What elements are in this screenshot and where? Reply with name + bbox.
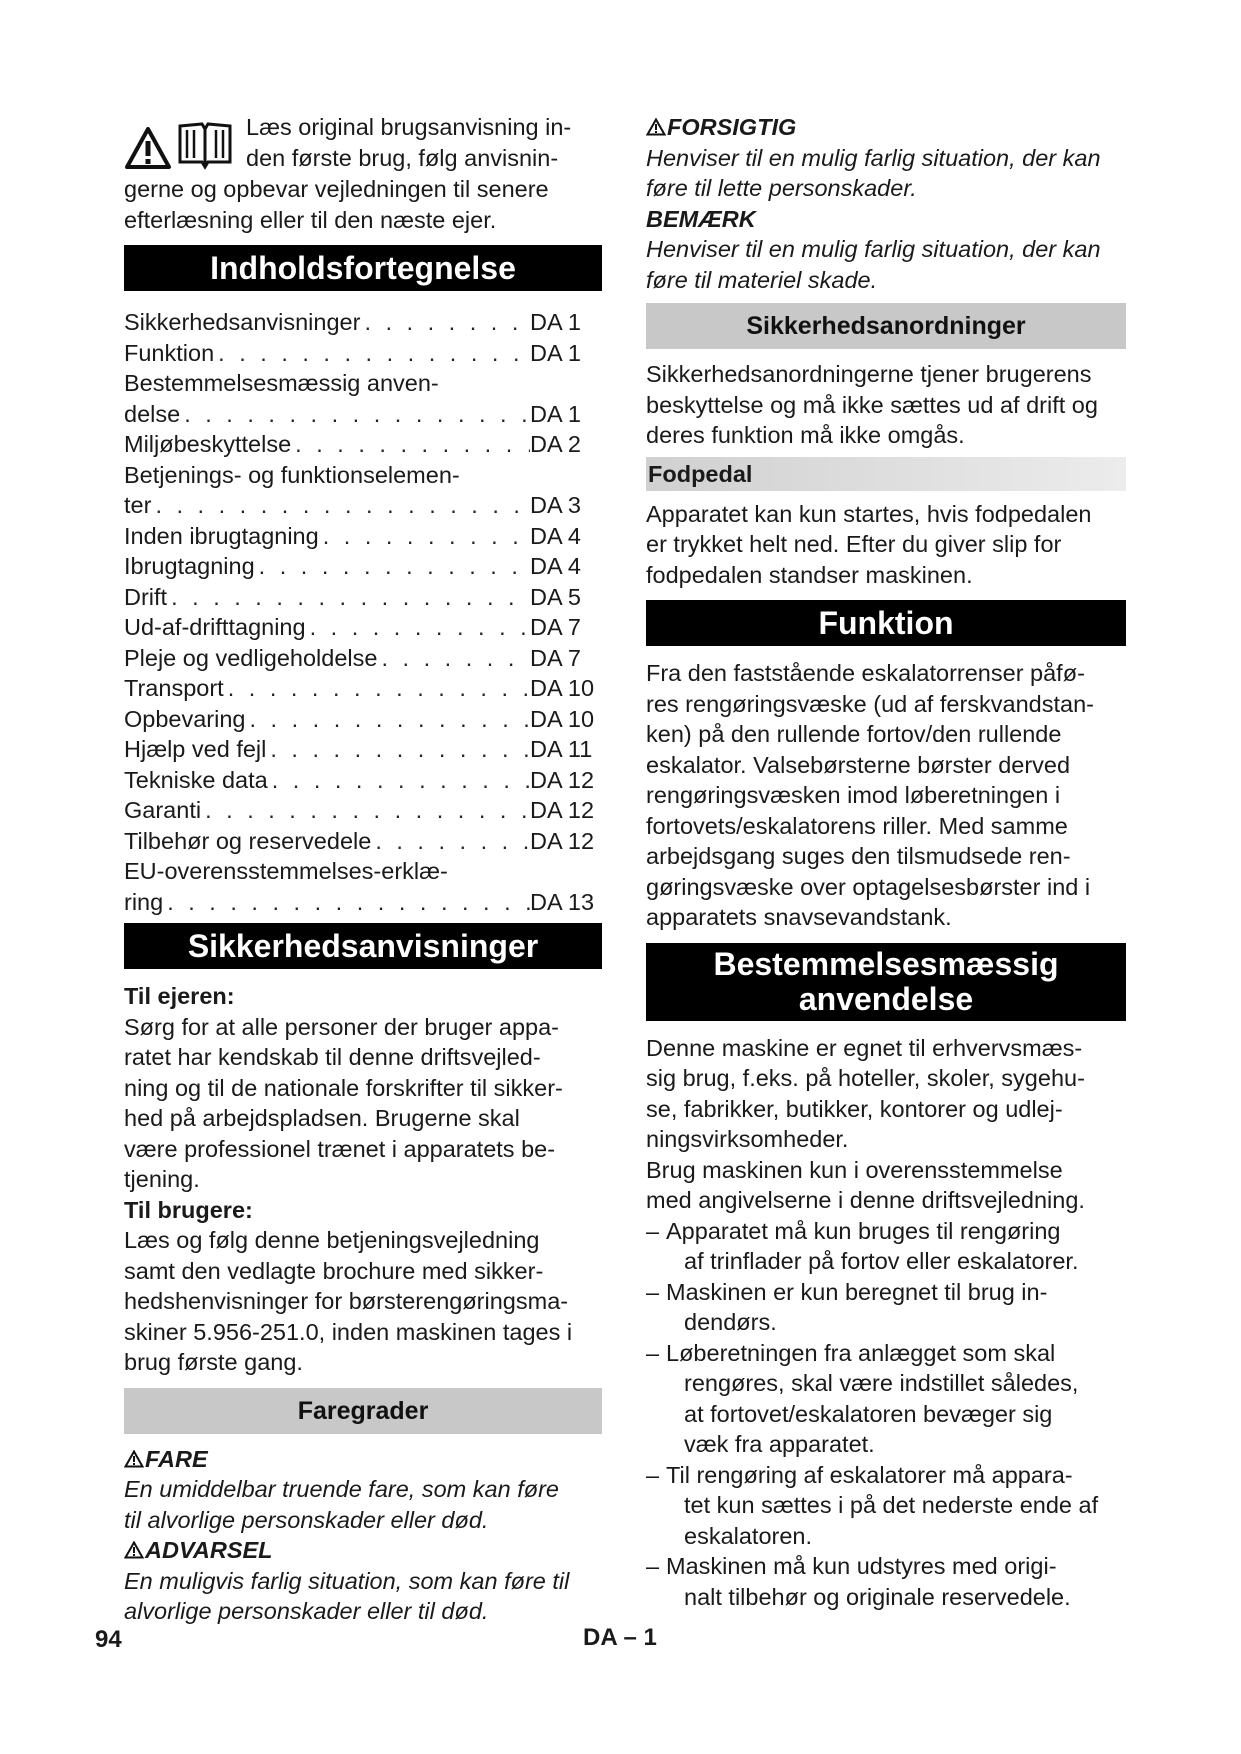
intended-use-heading-line2: anvendelse [798, 980, 974, 1017]
bullet-text: Løberetningen fra anlægget som skal [666, 1339, 1056, 1366]
hazard-title [124, 1444, 602, 1475]
intro-line: den første brug, følg anvisnin- [246, 144, 559, 171]
toc-item-title: Tilbehør og reservedele [124, 827, 372, 854]
toc-item-title: ter [124, 492, 152, 518]
function-line: res rengøringsvæske (ud af ferskvandstan- [646, 690, 1094, 717]
toc-item-page: DA 12 [530, 797, 595, 823]
intro-icons [124, 118, 238, 174]
note-line: føre til materiel skade. [646, 266, 878, 293]
note-line: Henviser til en mulig farlig situation, der kan [646, 236, 1101, 262]
owner-line: Sørg for at alle personer der bruger appa- [124, 1013, 559, 1040]
hazard-title-text: FORSIGTIG [667, 114, 797, 140]
toc-item-title: Inden ibrugtagning [124, 522, 319, 549]
hazard-line: En umiddelbar truende fare, som kan føre [124, 1476, 559, 1502]
list-item: – Apparatet må kun bruges til rengøring af trinflader på fortov eller eskalatorer. [646, 1216, 1126, 1277]
intended-line: sig brug, f.eks. på hoteller, skoler, sygehu- [646, 1065, 1085, 1091]
bullet-text: Maskinen er kun beregnet til brug in- [666, 1278, 1048, 1305]
toc-item-page: DA 10 [530, 675, 595, 701]
intro-line: efterlæsning eller til den næste ejer. [124, 206, 497, 233]
intended-bullets [646, 1216, 1126, 1613]
function-heading: Funktion [646, 600, 1126, 646]
safety-heading: Sikkerhedsanvisninger [124, 923, 602, 969]
hazard-line: alvorlige personskader eller til død. [124, 1598, 489, 1624]
pedal-line: Apparatet kan kun startes, hvis fodpedalen [646, 500, 1092, 527]
note-title: BEMÆRK [646, 205, 756, 232]
toc-item-page: DA 13 [530, 888, 595, 915]
devices-heading: Sikkerhedsanordninger [646, 303, 1126, 349]
list-item: – Til rengøring af eskalatorer må appara- tet kun sættes i på det nederste ende af eskalatoren. [646, 1460, 1126, 1552]
toc-item-page: DA 12 [530, 827, 595, 854]
owner-line: ratet har kendskab til denne driftsvejled- [124, 1044, 541, 1070]
users-line: skiner 5.956-251.0, inden maskinen tages i [124, 1318, 573, 1345]
hazard-title-text: FARE [145, 1445, 208, 1472]
toc-item[interactable] [124, 765, 602, 796]
page-number: 94 [95, 1626, 122, 1653]
toc-item-title: delse [124, 400, 181, 427]
toc-item[interactable] [124, 551, 602, 582]
toc-item[interactable] [124, 887, 602, 918]
devices-line: Sikkerhedsanordningerne tjener brugerens [646, 361, 1092, 387]
section-label: DA – 1 [583, 1624, 657, 1651]
toc-item-title: Opbevaring [124, 705, 246, 732]
toc-item-page: DA 1 [530, 309, 581, 335]
owner-line: tjening. [124, 1166, 200, 1192]
toc-item-page: DA 7 [530, 614, 581, 640]
toc-item-title: Drift [124, 583, 168, 610]
hazard-levels [124, 1444, 602, 1627]
hazard-heading: Faregrader [124, 1388, 602, 1434]
toc-item[interactable] [124, 734, 602, 765]
function-line: fortovets/eskalatorens riller. Med samme [646, 812, 1068, 839]
list-item: – Maskinen må kun udstyres med origi- nalt tilbehør og originale reservedele. [646, 1551, 1126, 1612]
toc-item-page: DA 1 [530, 339, 581, 366]
function-line: gøringsvæske over optagelsesbørster ind i [646, 873, 1091, 900]
toc-item-title: Hjælp ved fejl [124, 736, 267, 762]
toc-item[interactable] [124, 399, 602, 430]
toc-item-page: DA 1 [530, 400, 581, 427]
toc-item-title: Ud-af-drifttagning [124, 614, 306, 640]
intended-use-heading [646, 943, 1126, 1021]
toc-item[interactable] [124, 338, 602, 369]
toc-item-title: Funktion [124, 339, 215, 366]
toc-heading: Indholdsfortegnelse [124, 245, 602, 291]
function-line: eskalator. Valsebørsterne børster derved [646, 751, 1071, 778]
toc-item-title: ring [124, 888, 164, 915]
table-of-contents [124, 307, 602, 917]
intended-line: Brug maskinen kun i overensstemmelse [646, 1156, 1063, 1183]
devices-line: deres funktion må ikke omgås. [646, 422, 965, 448]
toc-item-page: DA 10 [530, 705, 595, 732]
toc-item[interactable] [124, 490, 602, 521]
intended-line: ningsvirksomheder. [646, 1126, 849, 1152]
intro-line: Læs original brugsanvisning in- [246, 114, 572, 140]
owner-line: være professionel trænet i apparatets be- [124, 1135, 556, 1162]
warning-triangle-icon [124, 126, 172, 170]
toc-item-title-pre: Betjenings- og funktionselemen- [124, 461, 460, 488]
left-column [124, 112, 602, 1627]
users-line: Læs og følg denne betjeningsvejledning [124, 1227, 540, 1253]
function-line: arbejdsgang suges den tilsmudsede ren- [646, 843, 1071, 869]
toc-item-page: DA 12 [530, 766, 595, 793]
pedal-line: er trykket helt ned. Efter du giver slip for [646, 531, 1062, 557]
toc-item[interactable] [124, 673, 602, 704]
hazard-levels-continued [646, 112, 1126, 295]
toc-item-title-pre: EU-overensstemmelses-erklæ- [124, 858, 448, 884]
owner-label: Til ejeren: [124, 983, 235, 1009]
bullet-cont: rengøres, skal være indstillet således, [684, 1370, 1079, 1396]
bullet-cont: nalt tilbehør og originale reservedele. [684, 1583, 1071, 1610]
toc-item-page: DA 5 [530, 583, 581, 610]
intended-line: se, fabrikker, butikker, kontorer og udlej- [646, 1095, 1063, 1122]
toc-item-page: DA 4 [530, 553, 581, 579]
toc-item-page: DA 3 [530, 492, 581, 518]
hazard-line: Henviser til en mulig farlig situation, der kan [646, 144, 1101, 171]
toc-item-page: DA 7 [530, 644, 581, 671]
warning-small-icon [646, 118, 666, 136]
bullet-cont: eskalatoren. [684, 1522, 813, 1549]
warning-small-icon [124, 1541, 144, 1559]
owner-line: ning og til de nationale forskrifter til sikker- [124, 1074, 563, 1101]
toc-item-page: DA 2 [530, 431, 581, 457]
intro-line: gerne og opbevar vejledningen til senere [124, 176, 549, 202]
users-line: samt den vedlagte brochure med sikker- [124, 1257, 544, 1284]
toc-item-title: Tekniske data [124, 766, 268, 793]
right-column [646, 112, 1126, 1612]
function-line: apparatets snavsevandstank. [646, 904, 952, 930]
function-line: rengøringsvæsken imod løberetningen i [646, 782, 1061, 808]
toc-item-title: Miljøbeskyttelse [124, 431, 292, 457]
bullet-text: Apparatet må kun bruges til rengøring [666, 1217, 1061, 1244]
warning-small-icon [124, 1450, 144, 1468]
hazard-title-text: ADVARSEL [145, 1537, 273, 1563]
toc-item[interactable] [124, 612, 602, 643]
function-line: Fra den faststående eskalatorrenser påfø- [646, 660, 1085, 686]
owner-line: hed på arbejdspladsen. Brugerne skal [124, 1105, 520, 1131]
users-line: brug første gang. [124, 1349, 303, 1375]
toc-item[interactable] [124, 704, 602, 735]
toc-item-title: Ibrugtagning [124, 553, 255, 579]
users-line: hedshenvisninger for børsterengøringsma- [124, 1288, 569, 1314]
toc-item[interactable] [124, 521, 602, 552]
bullet-text: Maskinen må kun udstyres med origi- [666, 1553, 1057, 1579]
toc-item[interactable] [124, 429, 602, 460]
function-line: ken) på den rullende fortov/den rullende [646, 721, 1062, 747]
bullet-text: Til rengøring af eskalatorer må appara- [666, 1461, 1073, 1488]
list-item: – Løberetningen fra anlægget som skal rengøres, skal være indstillet således, at fortovet/eskalatoren bevæger sig væk fra apparatet. [646, 1338, 1126, 1460]
toc-item-title: Garanti [124, 797, 202, 823]
toc-item[interactable] [124, 582, 602, 613]
bullet-cont: væk fra apparatet. [684, 1431, 875, 1457]
intended-line: med angivelserne i denne driftsvejledning. [646, 1187, 1085, 1213]
toc-item-title: Transport [124, 675, 224, 701]
hazard-title [124, 1535, 602, 1566]
toc-item-title: Pleje og vedligeholdelse [124, 644, 378, 671]
hazard-line: til alvorlige personskader eller død. [124, 1506, 489, 1533]
bullet-cont: dendørs. [684, 1309, 777, 1335]
toc-item-title-pre: Bestemmelsesmæssig anven- [124, 370, 439, 396]
list-item: – Maskinen er kun beregnet til brug in- dendørs. [646, 1277, 1126, 1338]
toc-item[interactable] [124, 795, 602, 826]
toc-item[interactable] [124, 826, 602, 857]
toc-item-page: DA 4 [530, 522, 581, 549]
toc-item[interactable] [124, 307, 602, 338]
safety-section [124, 981, 602, 1378]
intended-line: Denne maskine er egnet til erhvervsmæs- [646, 1034, 1083, 1061]
hazard-title [646, 112, 1126, 143]
bullet-cont: af trinflader på fortov eller eskalatorer. [684, 1248, 1079, 1274]
hazard-line: føre til lette personskader. [646, 175, 917, 201]
intended-use-heading-line1: Bestemmelsesmæssig [713, 945, 1059, 982]
intro-notice [124, 112, 602, 235]
hazard-line: En muligvis farlig situation, som kan føre til [124, 1567, 570, 1594]
users-label: Til brugere: [124, 1196, 253, 1223]
manual-book-icon [176, 120, 234, 170]
toc-item[interactable] [124, 643, 602, 674]
bullet-cont: tet kun sættes i på det nederste ende af [684, 1492, 1099, 1518]
toc-item-page: DA 11 [530, 736, 593, 762]
pedal-heading: Fodpedal [646, 457, 1126, 491]
pedal-line: fodpedalen standser maskinen. [646, 561, 973, 588]
bullet-cont: at fortovet/eskalatoren bevæger sig [684, 1400, 1053, 1427]
toc-item-title: Sikkerhedsanvisninger [124, 309, 361, 335]
devices-line: beskyttelse og må ikke sættes ud af drift og [646, 391, 1098, 418]
